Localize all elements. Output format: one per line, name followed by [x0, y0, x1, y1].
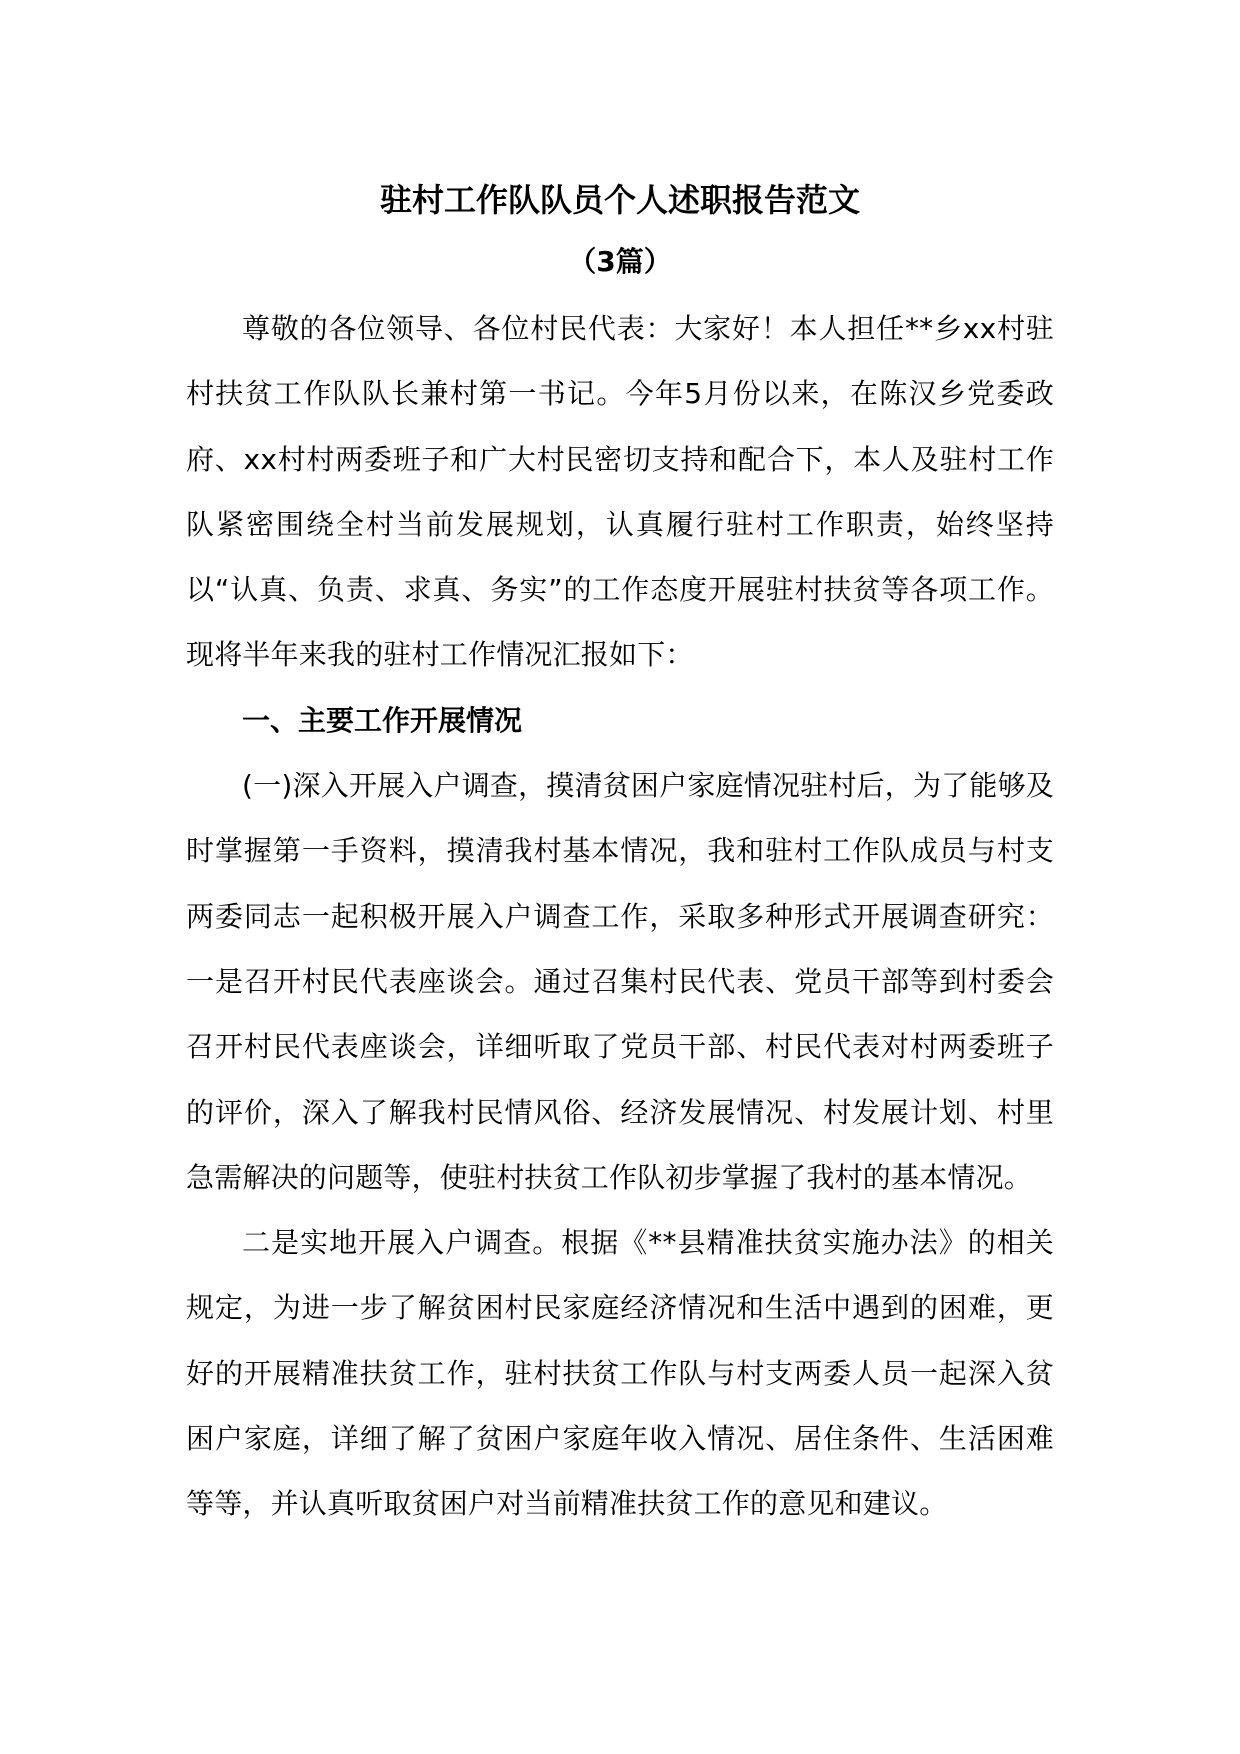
body-paragraph-2: 二是实地开展入户调查。根据《**县精准扶贫实施办法》的相关规定，为进一步了解贫困村民家庭经济情况和生活中遇到的困难，更好的开展精准扶贫工作，驻村扶贫工作队与村支两委人员一起深入贫困户家庭，详细了解了贫困户家庭年收入情况、居住条件、生活困难等等，并认真听取贫困户对当前精准扶贫工作的意见和建议。: [186, 1226, 1054, 1521]
document-subtitle: （3篇）: [568, 245, 672, 278]
section-heading: 一、主要工作开展情况: [242, 703, 523, 737]
intro-paragraph: 尊敬的各位领导、各位村民代表：大家好！本人担任**乡xx村驻村扶贫工作队队长兼村第一书记。今年5月份以来，在陈汉乡党委政府、xx村村两委班子和广大村民密切支持和配合下，本人及驻村工作队紧密围绕全村当前发展规划，认真履行驻村工作职责，始终坚持以“认真、负责、求真、务实”的工作态度开展驻村扶贫等各项工作。现将半年来我的驻村工作情况汇报如下：: [186, 312, 1054, 672]
document-title: 驻村工作队队员个人述职报告范文: [379, 181, 860, 219]
document-page: [186, 170, 1054, 1537]
body-paragraph-1: (一)深入开展入户调查，摸清贫困户家庭情况驻村后，为了能够及时掌握第一手资料，摸清我村基本情况，我和驻村工作队成员与村支两委同志一起积极开展入户调查工作，采取多种形式开展调查研究：一是召开村民代表座谈会。通过召集村民代表、党员干部等到村委会召开村民代表座谈会，详细听取了党员干部、村民代表对村两委班子的评价，深入了解我村民情风俗、经济发展情况、村发展计划、村里急需解决的问题等，使驻村扶贫工作队初步掌握了我村的基本情况。: [186, 769, 1054, 1194]
